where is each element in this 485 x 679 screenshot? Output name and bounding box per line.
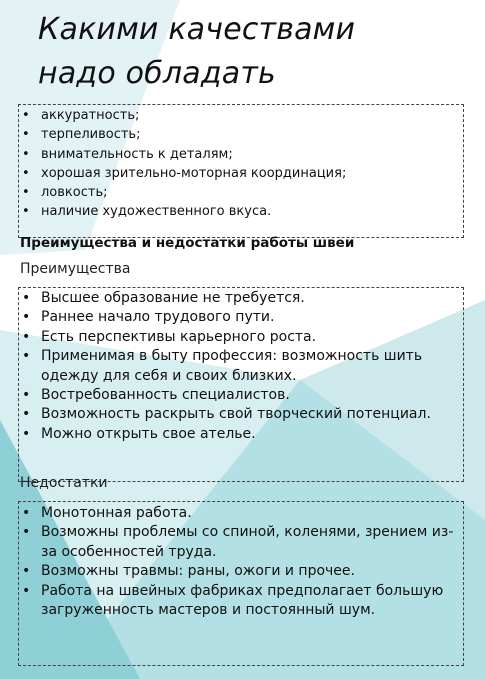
list-item: • Возможность раскрыть свой творческий потенциал. bbox=[19, 405, 463, 424]
list-item: • хорошая зрительно-моторная координация; bbox=[19, 164, 463, 183]
list-item: • Высшее образование не требуется. bbox=[19, 289, 463, 308]
list-item: • Есть перспективы карьерного роста. bbox=[19, 328, 463, 347]
list-item: • аккуратность; bbox=[19, 106, 463, 125]
qualities-box bbox=[18, 104, 464, 238]
disadvantages-box bbox=[18, 501, 464, 666]
list-item: • Возможны проблемы со спиной, коленями, зрением из-за особенностей труда. bbox=[19, 523, 463, 562]
list-item: • наличие художественного вкуса. bbox=[19, 202, 463, 221]
list-item: • Монотонная работа. bbox=[19, 504, 463, 523]
pros-cons-heading: Преимущества и недостатки работы швеи bbox=[20, 235, 355, 251]
disadvantages-label: Недостатки bbox=[20, 475, 108, 491]
list-item: • Можно открыть свое ателье. bbox=[19, 425, 463, 444]
list-item: • внимательность к деталям; bbox=[19, 145, 463, 164]
advantages-list bbox=[19, 289, 463, 444]
advantages-box bbox=[18, 287, 464, 482]
qualities-list bbox=[19, 106, 463, 222]
page-title-line-2: надо обладать bbox=[38, 56, 276, 91]
list-item: • Применимая в быту профессия: возможность шить одежду для себя и своих близких. bbox=[19, 347, 463, 386]
list-item: • Востребованность специалистов. bbox=[19, 386, 463, 405]
list-item: • ловкость; bbox=[19, 183, 463, 202]
disadvantages-list bbox=[19, 504, 463, 620]
list-item: • Раннее начало трудового пути. bbox=[19, 308, 463, 327]
page-title-line-1: Какими качествами bbox=[38, 12, 356, 47]
list-item: • Возможны травмы: раны, ожоги и прочее. bbox=[19, 562, 463, 581]
advantages-label: Преимущества bbox=[20, 261, 131, 277]
page-title bbox=[38, 8, 355, 96]
list-item: • терпеливость; bbox=[19, 125, 463, 144]
list-item: • Работа на швейных фабриках предполагает большую загруженность мастеров и постоянный шум. bbox=[19, 582, 463, 621]
